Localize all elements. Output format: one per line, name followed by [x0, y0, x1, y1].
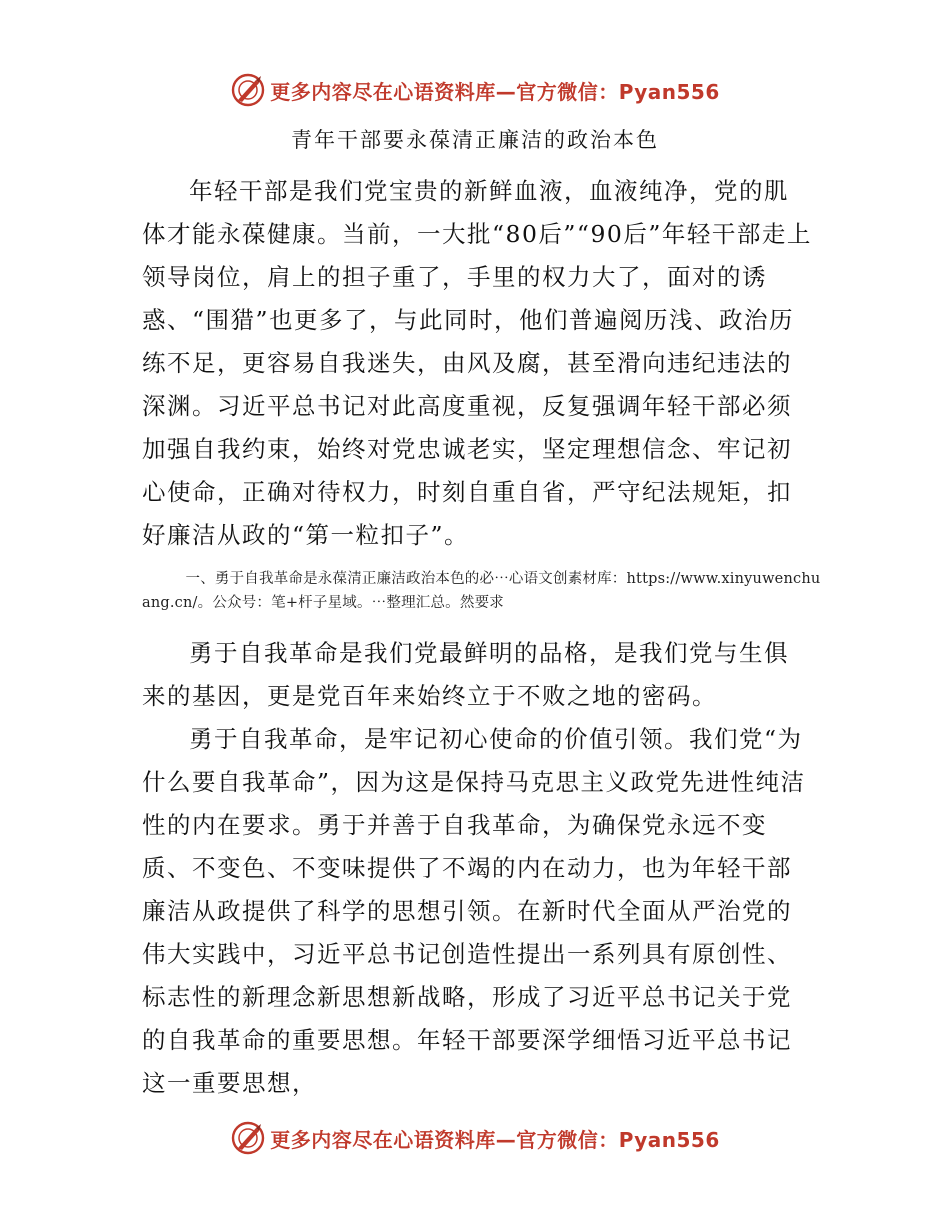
paragraph-value-guidance: 勇于自我革命，是牢记初心使命的价值引领。我们党“为什么要自我革命”，因为这是保持马克思主义政党先进性纯洁性的内在要求。勇于并善于自我革命，为确保党永远不变质、不变色、不变味提供了不竭的内在动力，也为年轻干部廉洁从政提供了科学的思想引领。在新时代全面从严治党的伟大实践中，习近平总书记创造性提出一系列具有原创性、标志性的新理念新思想新战略，形成了习近平总书记关于党的自我革命的重要思想。年轻干部要深学细悟习近平总书记这一重要思想，: [142, 725, 806, 1097]
quill-logo-icon: [230, 1120, 266, 1156]
quill-logo-icon: [230, 72, 266, 108]
paragraph-intro: 年轻干部是我们党宝贵的新鲜血液，血液纯净，党的肌体才能永葆健康。当前，一大批“80后”“90后”年轻干部走上领导岗位，肩上的担子重了，手里的权力大了，面对的诱惑、“围猎”也更多了，与此同时，他们普遍阅历浅、政治历练不足，更容易自我迷失，由风及腐，甚至滑向违纪违法的深渊。习近平总书记对此高度重视，反复强调年轻干部必须加强自我约束，始终对党忠诚老实，坚定理想信念、牢记初心使命，正确对待权力，时刻自重自省，严守纪法规矩，扣好廉洁从政的“第一粒扣子”。: [142, 177, 812, 549]
header-banner: [0, 70, 950, 110]
paragraph-self-revolution: 勇于自我革命是我们党最鲜明的品格，是我们党与生俱来的基因，更是党百年来始终立于不败之地的密码。: [142, 639, 789, 710]
footer-banner: [0, 1118, 950, 1158]
document-title: 青年干部要永葆清正廉洁的政治本色: [291, 128, 659, 152]
banner-text: 更多内容尽在心语资料库—官方微信：Pyan556: [270, 79, 720, 104]
section-heading-note: 一、勇于自我革命是永葆清正廉洁政治本色的必⋯心语文创素材库：https://www.xinyuwenchuang.cn/。公众号：笔+杆子星域。⋯整理汇总。然要求: [142, 571, 821, 611]
banner-text: 更多内容尽在心语资料库—官方微信：Pyan556: [270, 1127, 720, 1152]
